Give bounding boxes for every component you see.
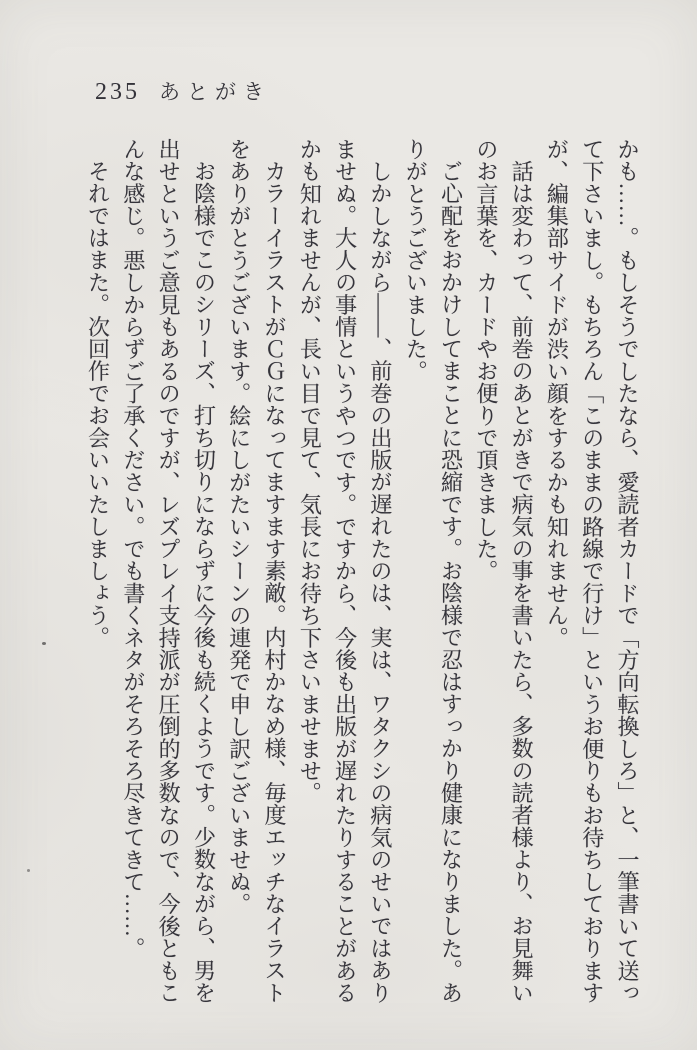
paragraph: それではまた。次回作でお会いいたしましょう。 [85, 160, 111, 649]
paragraph: ご心配をおかけしてまことに恐縮です。お陰様で忍はすっかり健康になりました。ありがとうございました。 [403, 138, 464, 1004]
paragraph: 話は変わって、前巻のあとがきで病気の事を書いたら、多数の読者様より、お見舞いのお言葉を、カードやお便りで頂きました。 [473, 138, 535, 1004]
afterword-text-block [79, 138, 645, 1020]
page-number: 235 [95, 79, 140, 105]
paragraph: かも……。もしそうでしたなら、愛読者カードで「方向転換しろ」と、一筆書いて送って下さいまし。もちろん「このままの路線で行け」というお便りもお待ちしておりますが、編集部サイドが渋い顔をするかも知れません。 [544, 138, 640, 1004]
paragraph: カラーイラストがＣＧになってますます素敵。内村かなめ様、毎度エッチなイラストをありがとうございます。絵にしがたいシーンの連発で申し訳ございませぬ。 [226, 138, 288, 1004]
scan-speck [42, 642, 46, 645]
paragraph: しかしながら――、前巻の出版が遅れたのは、実は、ワタクシの病気のせいではありませぬ。大人の事情というやつです。ですから、今後も出版が遅れたりすることがあるかも知れませんが、長い目で見て、気長にお待ち下さいませませ。 [297, 138, 393, 1004]
running-header-title: あとがき [159, 80, 271, 104]
paragraph: お陰様でこのシリーズ、打ち切りにならずに今後も続くようです。少数ながら、男を出せというご意見もあるのですが、レズプレイ支持派が圧倒的多数なので、今後ともこんな感じ。悪しからずご了承ください。でも書くネタがそろそろ尽きてきて……。 [120, 138, 217, 1004]
scan-speck [27, 869, 30, 872]
running-header [95, 76, 271, 106]
